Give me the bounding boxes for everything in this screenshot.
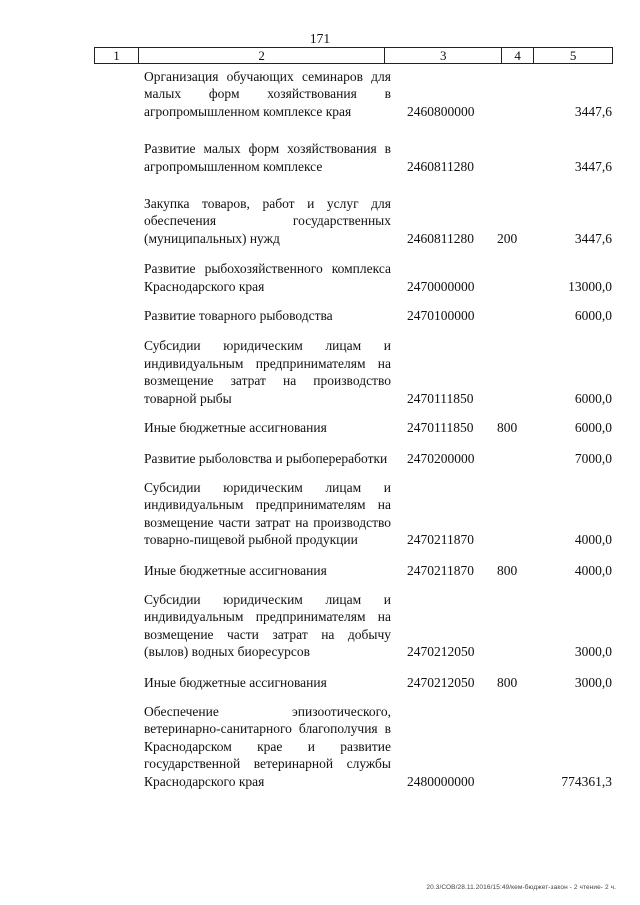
row-code: 2470111850 <box>407 390 474 406</box>
row-code: 2470211870 <box>407 532 474 548</box>
table-row <box>0 419 640 436</box>
row-name: Иные бюджетные ассигнования <box>144 674 327 690</box>
row-amount: 3447,6 <box>574 103 612 119</box>
row-amount: 6000,0 <box>574 420 612 436</box>
row-amount: 6000,0 <box>574 308 612 324</box>
row-type: 800 <box>497 562 518 578</box>
table-row <box>0 674 640 691</box>
table-row <box>0 195 640 247</box>
row-name: Субсидии юридическим лицам и индивидуальным предпринимателям на возмещение части затрат на добычу (вылов) водных биоресурсов <box>144 591 391 660</box>
table-row <box>0 562 640 579</box>
row-amount: 3447,6 <box>574 158 612 174</box>
table-row <box>0 307 640 324</box>
row-code: 2480000000 <box>407 773 475 789</box>
row-amount: 7000,0 <box>574 450 612 466</box>
row-amount: 4000,0 <box>574 532 612 548</box>
row-name: Субсидии юридическим лицам и индивидуальным предпринимателям на возмещение затрат на производство товарной рыбы <box>144 338 391 406</box>
table-row <box>0 703 640 790</box>
row-type: 800 <box>497 420 518 436</box>
row-name: Обеспечение эпизоотического, ветеринарно-санитарного благополучия в Краснодарском крае и развитие государственной ветеринарной службы Краснодарского края <box>144 703 391 789</box>
table-row <box>0 591 640 661</box>
header-col-2: 2 <box>138 48 385 64</box>
table-row <box>0 68 640 120</box>
row-amount: 3447,6 <box>574 230 612 246</box>
row-name: Развитие малых форм хозяйствования в агропромышленном комплексе <box>144 141 391 174</box>
row-code: 2460811280 <box>407 158 474 174</box>
row-name: Иные бюджетные ассигнования <box>144 420 327 436</box>
row-code: 2470100000 <box>407 308 475 324</box>
row-amount: 774361,3 <box>561 773 612 789</box>
row-name: Развитие товарного рыбоводства <box>144 308 333 324</box>
row-name: Иные бюджетные ассигнования <box>144 562 327 578</box>
header-col-3: 3 <box>385 48 502 64</box>
row-code: 2470211870 <box>407 562 474 578</box>
row-name: Субсидии юридическим лицам и индивидуальным предпринимателям на возмещение части затрат на производство товарно-пищевой рыбной продукции <box>144 479 391 548</box>
table-header <box>94 47 613 64</box>
row-amount: 3000,0 <box>574 644 612 660</box>
row-code: 2470212050 <box>407 644 475 660</box>
header-col-4: 4 <box>502 48 534 64</box>
row-code: 2470111850 <box>407 420 474 436</box>
row-name: Закупка товаров, работ и услуг для обеспечения государственных (муниципальных) нужд <box>144 196 391 246</box>
row-name: Развитие рыболовства и рыбопереработки <box>144 450 388 466</box>
table-row <box>0 337 640 407</box>
table-row <box>0 140 640 175</box>
budget-rows <box>0 68 640 790</box>
row-code: 2470200000 <box>407 450 475 466</box>
table-row <box>0 260 640 295</box>
table-row <box>0 450 640 467</box>
row-code: 2470212050 <box>407 674 475 690</box>
footer-note: 20.3/СОВ/28.11.2016/15:49/кем-бюджет-закон - 2 чтение- 2 ч. <box>426 884 616 891</box>
row-code: 2470000000 <box>407 278 475 294</box>
row-type: 800 <box>497 674 518 690</box>
row-type: 200 <box>497 230 518 246</box>
row-amount: 13000,0 <box>568 278 612 294</box>
row-code: 2460811280 <box>407 230 474 246</box>
row-amount: 6000,0 <box>574 390 612 406</box>
row-name: Развитие рыбохозяйственного комплекса Краснодарского края <box>144 261 391 294</box>
header-col-1: 1 <box>95 48 139 64</box>
table-row <box>0 479 640 549</box>
row-amount: 3000,0 <box>574 674 612 690</box>
row-amount: 4000,0 <box>574 562 612 578</box>
page-number: 171 <box>309 31 331 46</box>
header-col-5: 5 <box>534 48 613 64</box>
row-name: Организация обучающих семинаров для малых форм хозяйствования в агропромышленном комплексе края <box>144 69 391 119</box>
row-code: 2460800000 <box>407 103 475 119</box>
